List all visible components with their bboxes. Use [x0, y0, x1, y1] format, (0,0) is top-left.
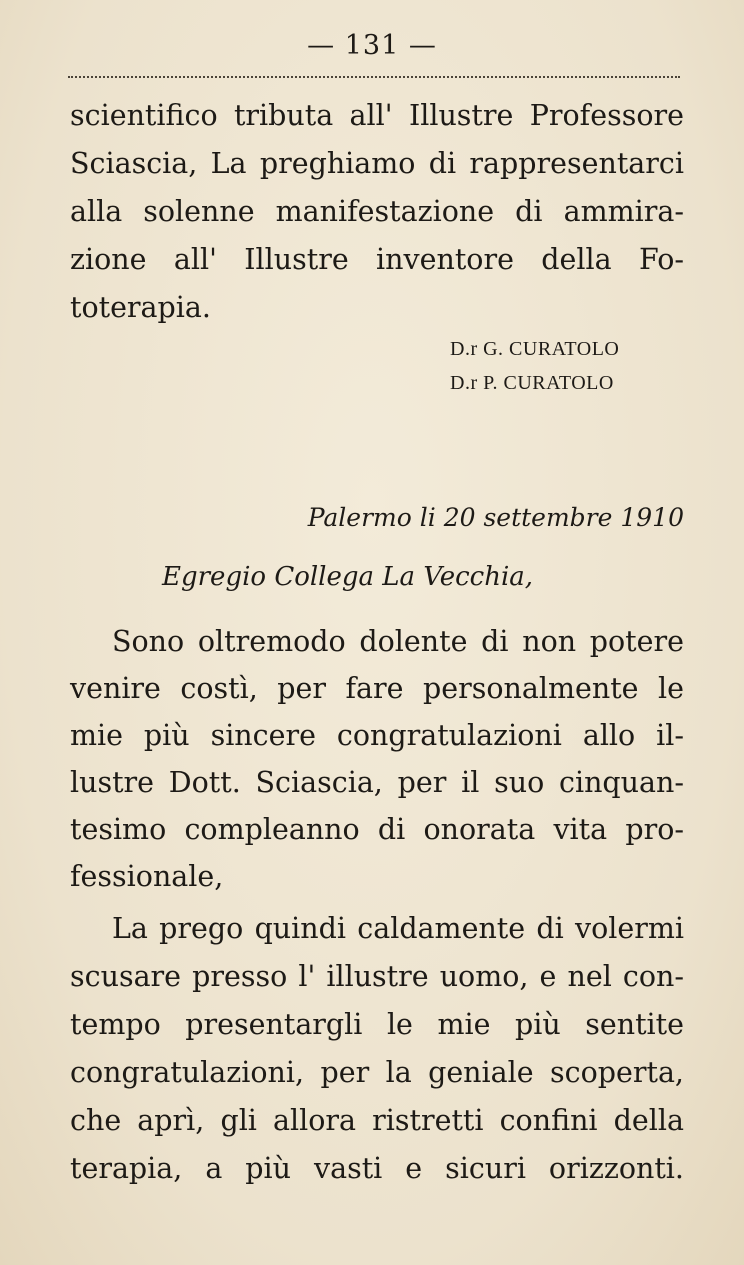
page-number: — 131 —	[307, 30, 437, 61]
text-line: scusare presso l' illustre uomo, e nel con-	[70, 960, 684, 993]
text-line: alla solenne manifestazione di ammira-	[70, 195, 684, 228]
letter-dateline: Palermo li 20 settembre 1910	[307, 503, 684, 532]
text-line: zione all' Illustre inventore della Fo-	[70, 243, 684, 276]
text-line: Sciascia, La preghiamo di rappresentarci	[70, 147, 684, 180]
text-line: tesimo compleanno di onorata vita pro-	[70, 813, 684, 846]
dotted-rule	[68, 76, 680, 78]
text-line: toterapia.	[70, 291, 211, 324]
text-line: congratulazioni, per la geniale scoperta,	[70, 1056, 684, 1089]
text-line: lustre Dott. Sciascia, per il suo cinquan-	[70, 766, 684, 799]
text-line: tempo presentargli le mie più sentite	[70, 1008, 684, 1041]
signature: D.r G. CURATOLO	[450, 338, 620, 360]
text-line: La prego quindi caldamente di volermi	[112, 912, 684, 945]
text-line: venire costì, per fare personalmente le	[70, 672, 684, 705]
text-line: che aprì, gli allora ristretti confini della	[70, 1104, 684, 1137]
letter-salutation: Egregio Collega La Vecchia,	[162, 562, 534, 592]
text-line: scientifico tributa all' Illustre Professore	[70, 99, 684, 132]
signature: D.r P. CURATOLO	[450, 372, 614, 394]
text-line: terapia, a più vasti e sicuri orizzonti.	[70, 1152, 684, 1185]
text-line: fessionale,	[70, 860, 224, 893]
text-line: mie più sincere congratulazioni allo il-	[70, 719, 684, 752]
text-line: Sono oltremodo dolente di non potere	[112, 625, 684, 658]
